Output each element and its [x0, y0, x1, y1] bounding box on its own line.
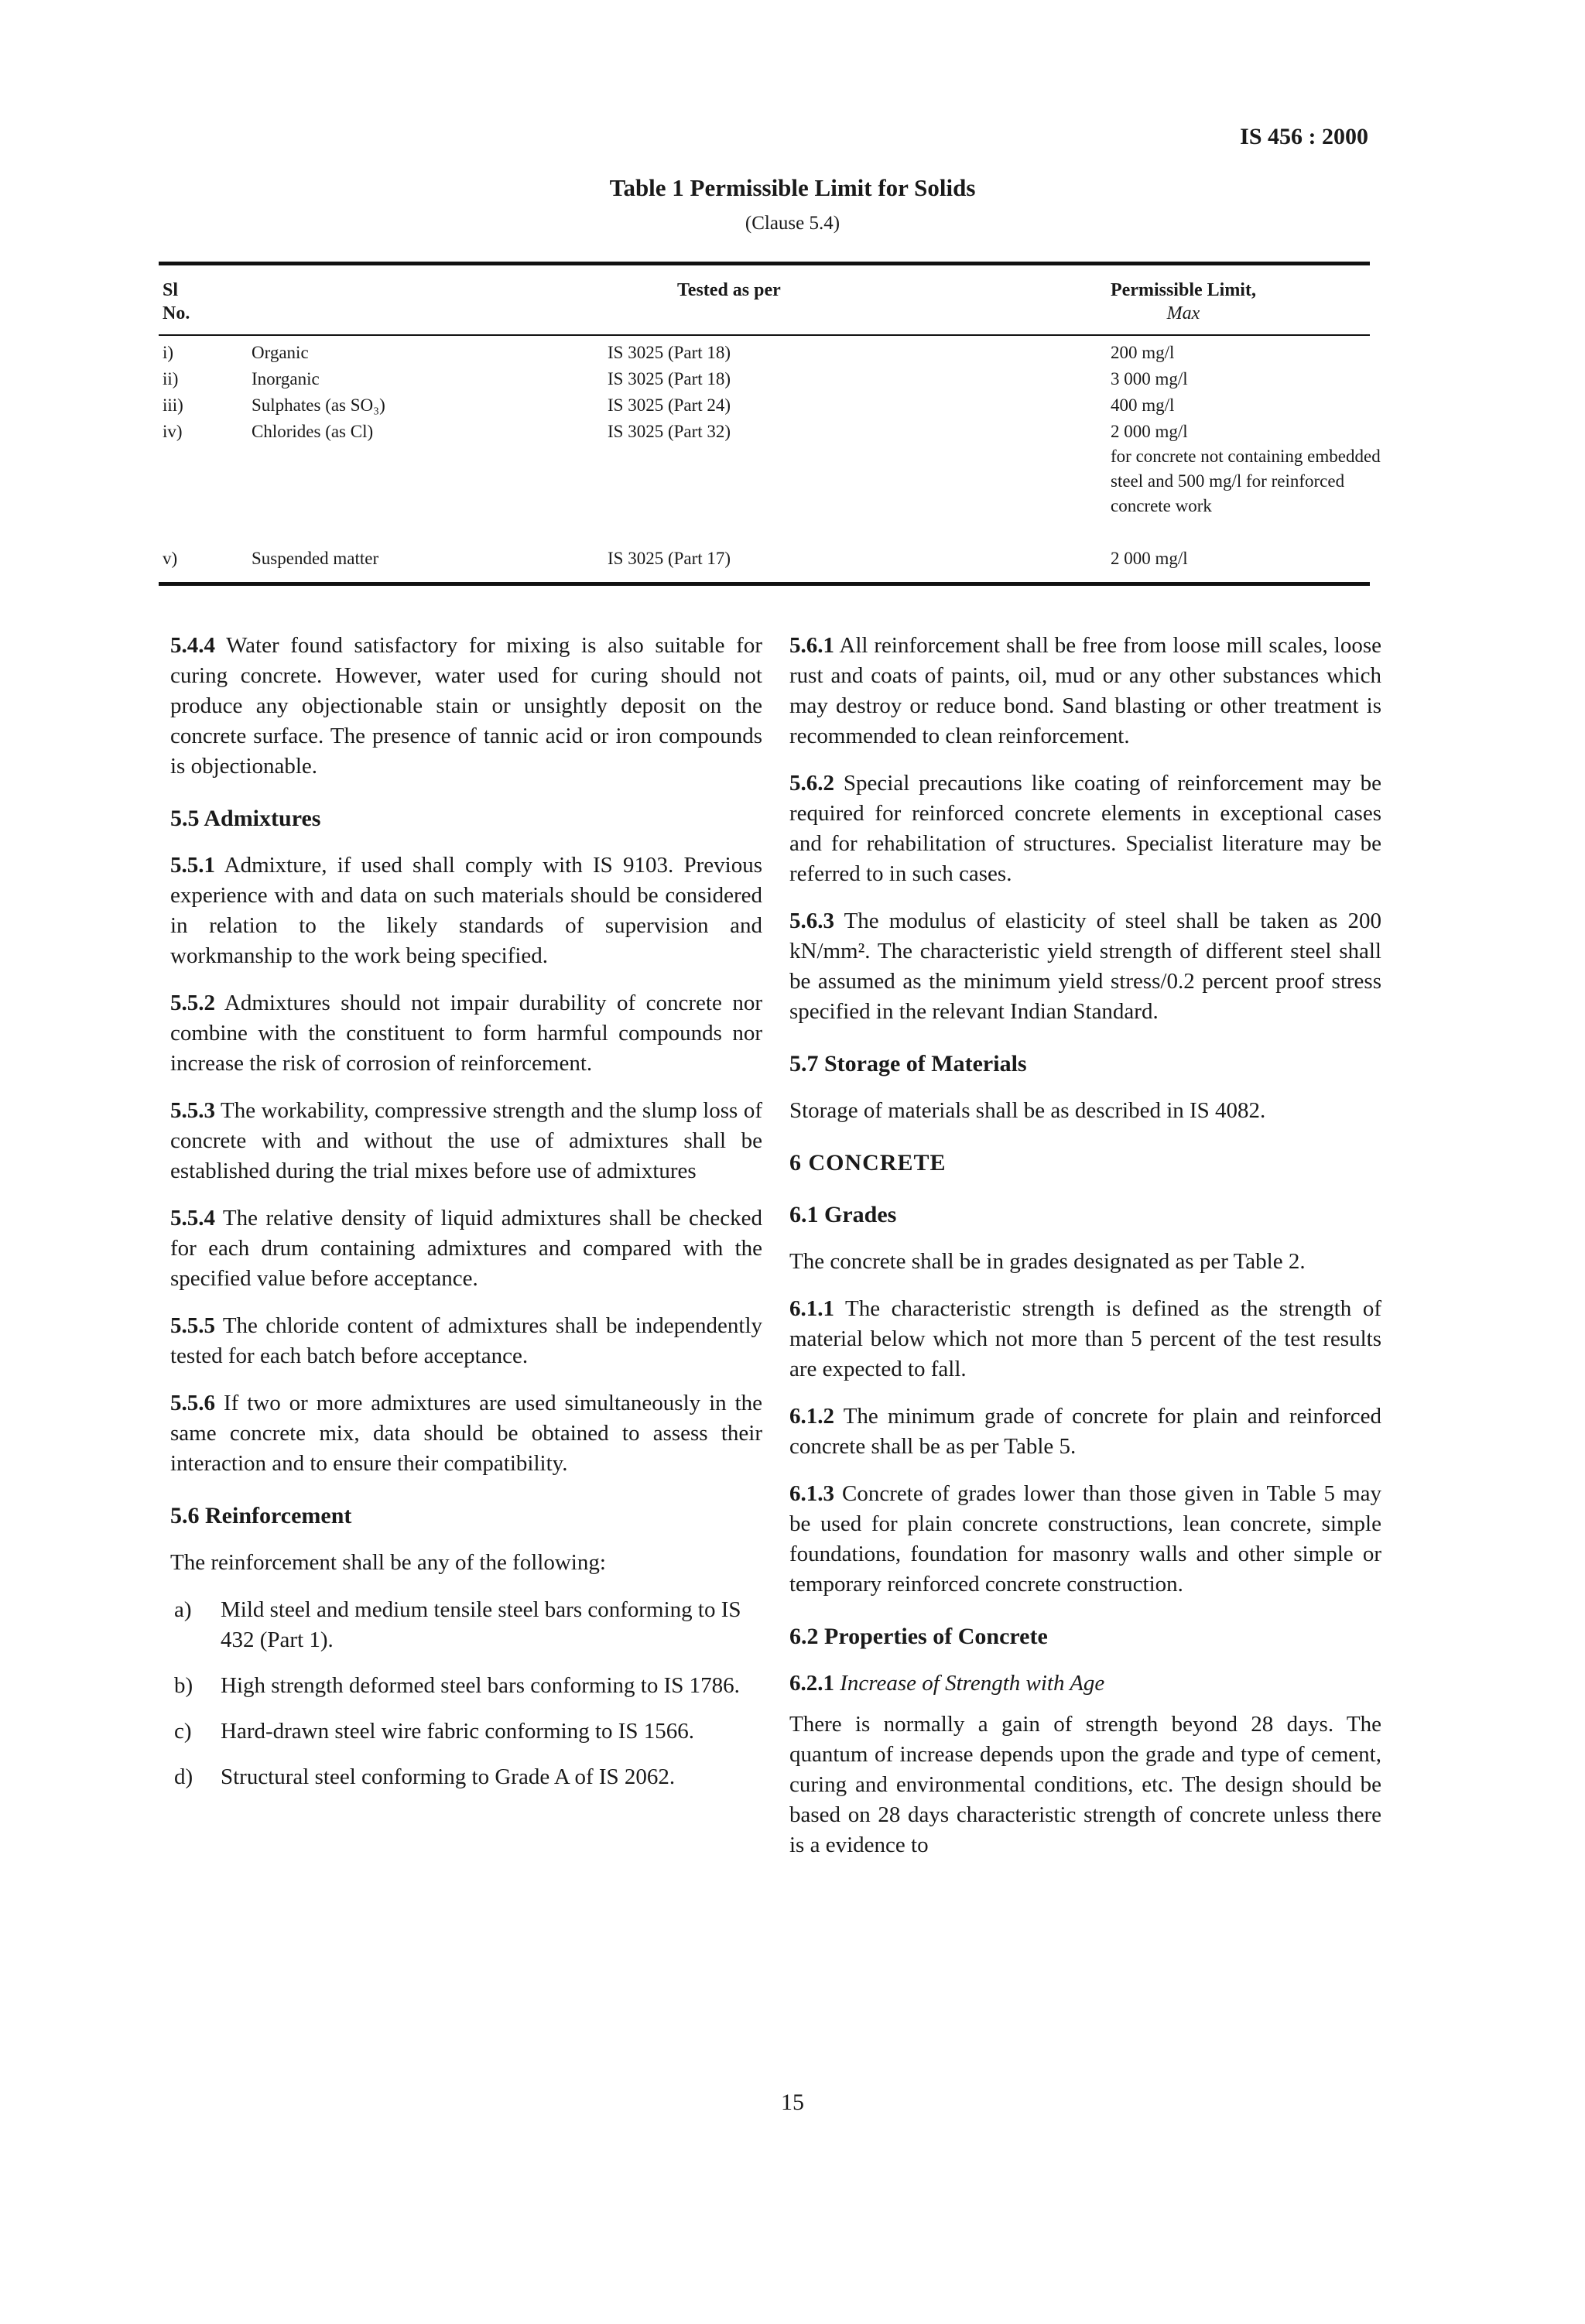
section-heading-grades: 6.1 Grades — [789, 1202, 897, 1227]
clause-text: Concrete of grades lower than those given in Table 5 may be used for plain concrete constructions, lean concrete, simple foundations, foundation for masonry walls and other simple or temporary reinforced concrete construction. — [789, 1481, 1381, 1597]
clause-5-5-3 — [170, 1096, 762, 1186]
row-limit: 400 mg/l — [1111, 395, 1175, 415]
table-header-tested: Tested as per — [677, 280, 781, 300]
clause-text: Admixture, if used shall comply with IS 9103. Previous experience with and data on such materials should be considered in relation to the likely standards of supervision and workmanship to the work being specified. — [170, 853, 762, 968]
section-heading-admixtures: 5.5 Admixtures — [170, 806, 321, 831]
list-marker: a) — [174, 1597, 192, 1622]
row-number: ii) — [163, 369, 179, 388]
clause-6-2-1-heading — [789, 1669, 1381, 1699]
clause-title: Increase of Strength with Age — [840, 1671, 1105, 1696]
right-column — [789, 631, 1381, 1877]
table-header-limit — [1111, 279, 1256, 325]
row-number: v) — [163, 549, 178, 568]
list-marker: b) — [174, 1673, 193, 1698]
table-header-sl-line2: No. — [163, 303, 190, 323]
table-header-limit-sub: Max — [1166, 303, 1200, 323]
list-item — [170, 1762, 762, 1792]
list-text: Mild steel and medium tensile steel bars conforming to IS 432 (Part 1). — [221, 1597, 741, 1652]
clause-text: If two or more admixtures are used simultaneously in the same concrete mix, data should be obtained to assess their interaction and to ensure their compatibility. — [170, 1391, 763, 1476]
clause-text: Admixtures should not impair durability of concrete nor combine with the constituent to form harmful compounds nor increase the risk of corrosion of reinforcement. — [170, 991, 762, 1076]
row-substance: Organic — [252, 343, 309, 362]
clause-5-5-4 — [170, 1203, 762, 1294]
table-header-sl — [163, 279, 190, 325]
clause-5-6-3 — [789, 906, 1381, 1027]
clause-text: Special precautions like coating of reinforcement may be required for reinforced concrete elements in exceptional cases and for rehabilitation of structures. Specialist literature may be referred to in such cases. — [789, 771, 1382, 886]
row-tested-as-per: IS 3025 (Part 18) — [608, 369, 731, 388]
row-limit-note: for concrete not containing embedded steel and 500 mg/l for reinforced concrete work — [1111, 447, 1381, 515]
clause-6-1-1 — [789, 1294, 1381, 1384]
left-column — [170, 631, 762, 1809]
row-tested-as-per: IS 3025 (Part 32) — [608, 422, 731, 441]
clause-text: The relative density of liquid admixtures shall be checked for each drum containing admixtures and compared with the specified value before acceptance. — [170, 1206, 762, 1291]
clause-number: 6.1.1 — [789, 1296, 834, 1321]
section-heading-reinforcement: 5.6 Reinforcement — [170, 1503, 352, 1528]
row-tested-as-per: IS 3025 (Part 17) — [608, 549, 731, 568]
list-item — [170, 1595, 762, 1655]
row-limit: 2 000 mg/l — [1111, 549, 1188, 568]
list-text: High strength deformed steel bars conforming to IS 1786. — [221, 1673, 740, 1698]
list-item — [170, 1716, 762, 1747]
clause-text: The minimum grade of concrete for plain and reinforced concrete shall be as per Table 5. — [789, 1404, 1381, 1459]
standard-code: IS 456 : 2000 — [1240, 124, 1368, 149]
row-substance: Inorganic — [252, 369, 320, 388]
clause-number: 6.1.3 — [789, 1481, 834, 1506]
table-header-sl-line1: Sl — [163, 280, 179, 300]
row-number: iii) — [163, 395, 183, 415]
clause-number: 5.5.3 — [170, 1098, 215, 1123]
clause-text: The workability, compressive strength and the slump loss of concrete with and without the use of admixtures shall be established during the trial mixes before use of admixtures — [170, 1098, 762, 1183]
clause-text: Water found satisfactory for mixing is also suitable for curing concrete. However, water used for curing should not produce any objectionable stain or unsightly deposit on the concrete surface. The presence of tannic acid or iron compounds is objectionable. — [170, 633, 762, 779]
clause-5-5-2 — [170, 988, 762, 1079]
row-limit: 3 000 mg/l — [1111, 369, 1188, 388]
section-heading-concrete: 6 CONCRETE — [789, 1150, 947, 1176]
table-title: Table 1 Permissible Limit for Solids — [609, 174, 976, 201]
clause-5-5-5 — [170, 1311, 762, 1371]
row-substance: Sulphates (as SO₃) — [252, 395, 385, 415]
row-substance: Suspended matter — [252, 549, 379, 568]
list-marker: d) — [174, 1764, 193, 1789]
clause-number: 5.6.1 — [789, 633, 834, 658]
row-limit-cell — [1111, 419, 1389, 519]
table-header-limit-label: Permissible Limit, — [1111, 280, 1256, 300]
clause-text: All reinforcement shall be free from loose mill scales, loose rust and coats of paints, oil, mud or any other substances which may destroy or reduce bond. Sand blasting or other treatment is recommended to clean reinforcement. — [789, 633, 1381, 748]
clause-number: 5.5.5 — [170, 1313, 215, 1338]
clause-text: The chloride content of admixtures shall be independently tested for each batch before acceptance. — [170, 1313, 762, 1368]
clause-number: 5.5.1 — [170, 853, 215, 878]
row-number: iv) — [163, 422, 183, 441]
list-text: Structural steel conforming to Grade A of IS 2062. — [221, 1764, 676, 1789]
clause-5-6-2 — [789, 768, 1381, 889]
clause-number: 6.2.1 — [789, 1671, 834, 1696]
clause-6-1-3 — [789, 1479, 1381, 1600]
table-header-rule — [159, 334, 1370, 336]
clause-number: 5.5.6 — [170, 1391, 215, 1415]
page-number: 15 — [781, 2090, 804, 2115]
clause-text: The characteristic strength is defined as the strength of material below which not more than 5 percent of the test results are expected to fall. — [789, 1296, 1381, 1381]
row-tested-as-per: IS 3025 (Part 24) — [608, 395, 731, 415]
section-heading-storage: 5.7 Storage of Materials — [789, 1051, 1027, 1076]
clause-5-4-4 — [170, 631, 762, 782]
clause-6-2-1-text: There is normally a gain of strength beyond 28 days. The quantum of increase depends upon the grade and type of cement, curing and environmental conditions, etc. The design should be based on 28 days characteristic strength of concrete unless there is a evidence to — [789, 1712, 1381, 1857]
reinforcement-intro: The reinforcement shall be any of the following: — [170, 1550, 606, 1575]
grades-text: The concrete shall be in grades designated as per Table 2. — [789, 1249, 1306, 1274]
clause-5-5-1 — [170, 851, 762, 971]
clause-6-1-2 — [789, 1402, 1381, 1462]
list-item — [170, 1671, 762, 1701]
clause-number: 5.5.2 — [170, 991, 215, 1015]
clause-number: 5.5.4 — [170, 1206, 215, 1230]
clause-number: 6.1.2 — [789, 1404, 834, 1429]
clause-5-6-1 — [789, 631, 1381, 751]
clause-number: 5.4.4 — [170, 633, 215, 658]
table-top-rule — [159, 262, 1370, 265]
clause-5-5-6 — [170, 1388, 762, 1479]
clause-number: 5.6.2 — [789, 771, 834, 796]
row-substance: Chlorides (as Cl) — [252, 422, 374, 441]
clause-number: 5.6.3 — [789, 909, 834, 933]
storage-text: Storage of materials shall be as described in IS 4082. — [789, 1098, 1266, 1123]
section-heading-properties: 6.2 Properties of Concrete — [789, 1624, 1048, 1649]
row-limit: 200 mg/l — [1111, 343, 1175, 362]
row-limit: 2 000 mg/l — [1111, 422, 1188, 441]
row-number: i) — [163, 343, 174, 362]
list-text: Hard-drawn steel wire fabric conforming to IS 1566. — [221, 1719, 695, 1744]
reinforcement-list — [170, 1595, 762, 1792]
list-marker: c) — [174, 1719, 192, 1744]
clause-text: The modulus of elasticity of steel shall be taken as 200 kN/mm². The characteristic yield strength of different steel shall be assumed as the minimum yield stress/0.2 percent proof stress specified in the relevant Indian Standard. — [789, 909, 1382, 1024]
table-clause: (Clause 5.4) — [745, 213, 840, 234]
row-tested-as-per: IS 3025 (Part 18) — [608, 343, 731, 362]
table-bottom-rule — [159, 582, 1370, 586]
